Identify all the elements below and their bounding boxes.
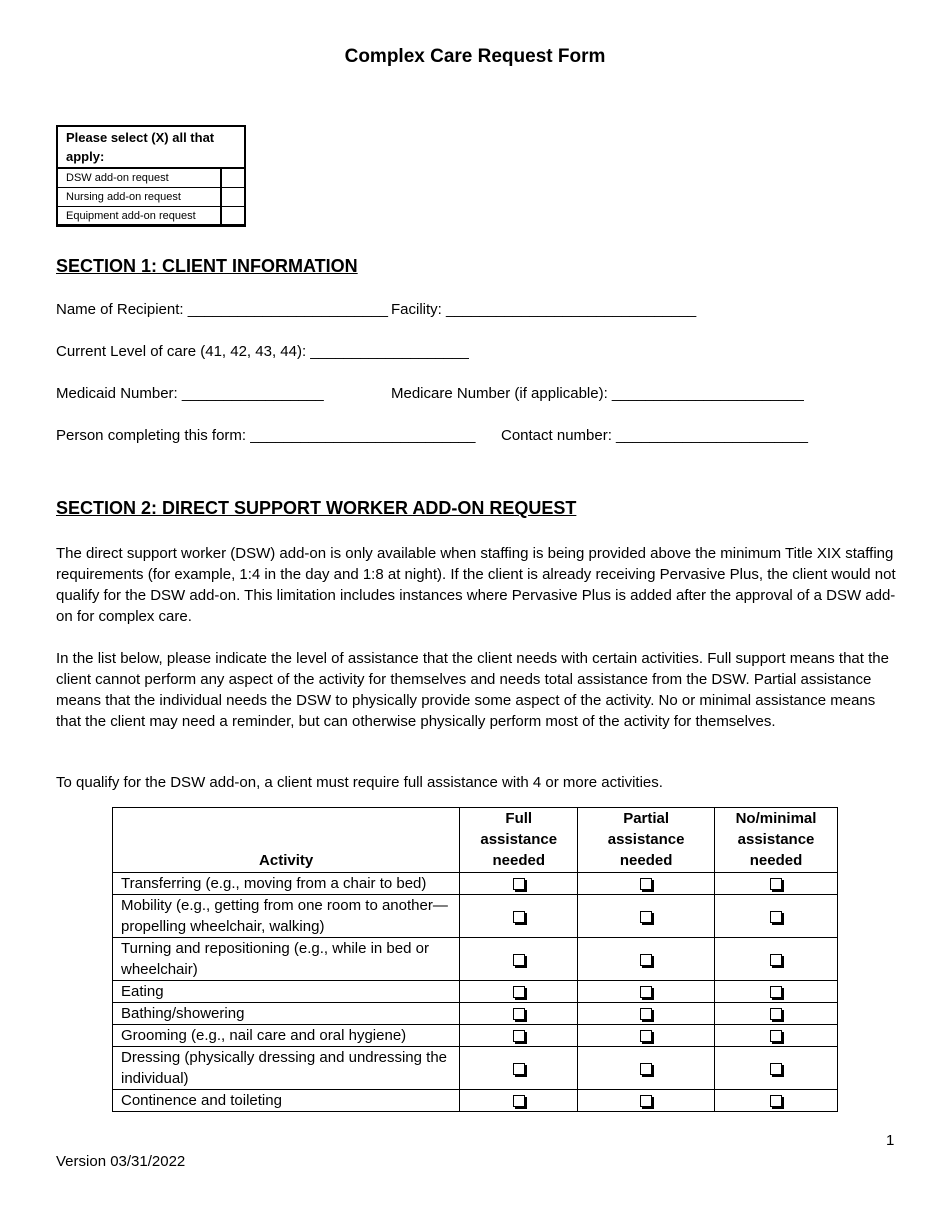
- activity-name: Eating: [113, 981, 460, 1003]
- partial-assistance-checkbox[interactable]: [640, 1008, 652, 1020]
- full-assistance-checkbox[interactable]: [513, 1008, 525, 1020]
- partial-assistance-checkbox[interactable]: [640, 878, 652, 890]
- partial-assistance-checkbox[interactable]: [640, 954, 652, 966]
- minimal-assistance-column-header: No/minimal assistance needed: [715, 808, 838, 873]
- minimal-assistance-checkbox[interactable]: [770, 986, 782, 998]
- full-assistance-checkbox[interactable]: [513, 1095, 525, 1107]
- qualification-paragraph: To qualify for the DSW add-on, a client must require full assistance with 4 or more activities.: [56, 774, 663, 791]
- request-option-checkbox[interactable]: [222, 188, 244, 206]
- table-row: [113, 1047, 838, 1090]
- activity-table: [112, 807, 838, 1112]
- table-row: [113, 1003, 838, 1025]
- page-number: 1: [886, 1132, 895, 1149]
- assistance-levels-paragraph: In the list below, please indicate the level of assistance that the client needs with certain activities. Full support means that the client cannot perform any aspect of the activity for themselves and needs total assistance from the DSW. Partial assistance means that the individual needs the DSW to physically provide some aspect of the activity. No or minimal assistance means that the client may need a reminder, but can otherwise physically perform most of the activity for themselves.: [56, 650, 889, 730]
- minimal-assistance-checkbox[interactable]: [770, 1063, 782, 1075]
- medicare-number-field[interactable]: Medicare Number (if applicable): _______________________: [391, 385, 804, 402]
- facility-field[interactable]: Facility: ______________________________: [391, 301, 697, 318]
- partial-assistance-checkbox[interactable]: [640, 1095, 652, 1107]
- full-assistance-checkbox[interactable]: [513, 878, 525, 890]
- request-option-label: Equipment add-on request: [58, 207, 222, 224]
- table-row: [113, 1025, 838, 1047]
- activity-column-header: Activity: [113, 808, 460, 873]
- full-assistance-checkbox[interactable]: [513, 1030, 525, 1042]
- table-row: [113, 981, 838, 1003]
- activity-name: Bathing/showering: [113, 1003, 460, 1025]
- activity-name: Continence and toileting: [113, 1090, 460, 1112]
- partial-assistance-checkbox[interactable]: [640, 1063, 652, 1075]
- minimal-assistance-checkbox[interactable]: [770, 954, 782, 966]
- activity-name: Grooming (e.g., nail care and oral hygiene): [113, 1025, 460, 1047]
- full-assistance-column-header: Full assistance needed: [460, 808, 578, 873]
- table-row: [113, 938, 838, 981]
- activity-name: Dressing (physically dressing and undressing the individual): [113, 1047, 460, 1090]
- request-option-dsw: [58, 169, 244, 188]
- section1-heading: SECTION 1: CLIENT INFORMATION: [56, 256, 358, 276]
- partial-assistance-column-header: Partial assistance needed: [578, 808, 715, 873]
- full-assistance-checkbox[interactable]: [513, 986, 525, 998]
- request-option-label: DSW add-on request: [58, 169, 222, 187]
- minimal-assistance-checkbox[interactable]: [770, 1095, 782, 1107]
- recipient-name-field[interactable]: Name of Recipient: ________________________: [56, 301, 388, 318]
- medicaid-number-field[interactable]: Medicaid Number: _________________: [56, 385, 324, 402]
- partial-assistance-checkbox[interactable]: [640, 911, 652, 923]
- request-option-checkbox[interactable]: [222, 169, 244, 187]
- table-header-row: [113, 808, 838, 873]
- table-row: [113, 895, 838, 938]
- partial-assistance-checkbox[interactable]: [640, 986, 652, 998]
- full-assistance-checkbox[interactable]: [513, 954, 525, 966]
- minimal-assistance-checkbox[interactable]: [770, 911, 782, 923]
- request-option-equipment: [58, 207, 244, 226]
- activity-name: Mobility (e.g., getting from one room to another—propelling wheelchair, walking): [113, 895, 460, 938]
- request-type-heading: Please select (X) all that apply:: [58, 127, 244, 169]
- minimal-assistance-checkbox[interactable]: [770, 878, 782, 890]
- activity-name: Transferring (e.g., moving from a chair to bed): [113, 873, 460, 895]
- request-type-box: [56, 125, 246, 227]
- partial-assistance-checkbox[interactable]: [640, 1030, 652, 1042]
- request-option-label: Nursing add-on request: [58, 188, 222, 206]
- request-option-checkbox[interactable]: [222, 207, 244, 224]
- contact-number-field[interactable]: Contact number: _______________________: [501, 427, 808, 444]
- section2-heading: SECTION 2: DIRECT SUPPORT WORKER ADD-ON REQUEST: [56, 498, 577, 518]
- full-assistance-checkbox[interactable]: [513, 911, 525, 923]
- minimal-assistance-checkbox[interactable]: [770, 1030, 782, 1042]
- level-of-care-field[interactable]: Current Level of care (41, 42, 43, 44): ___________________: [56, 343, 469, 360]
- dsw-eligibility-paragraph: The direct support worker (DSW) add-on is only available when staffing is being provided above the minimum Title XIX staffing requirements (for example, 1:4 in the day and 1:8 at night). If the client is already receiving Pervasive Plus, the client would not qualify for the DSW add-on. This limitation includes instances where Pervasive Plus is added after the approval of a DSW add-on for complex care.: [56, 545, 896, 625]
- version-label: Version 03/31/2022: [56, 1153, 186, 1170]
- minimal-assistance-checkbox[interactable]: [770, 1008, 782, 1020]
- page-title: Complex Care Request Form: [344, 46, 606, 67]
- full-assistance-checkbox[interactable]: [513, 1063, 525, 1075]
- activity-name: Turning and repositioning (e.g., while in bed or wheelchair): [113, 938, 460, 981]
- person-completing-field[interactable]: Person completing this form: ___________________________: [56, 427, 476, 444]
- table-row: [113, 1090, 838, 1112]
- table-row: [113, 873, 838, 895]
- request-option-nursing: [58, 188, 244, 207]
